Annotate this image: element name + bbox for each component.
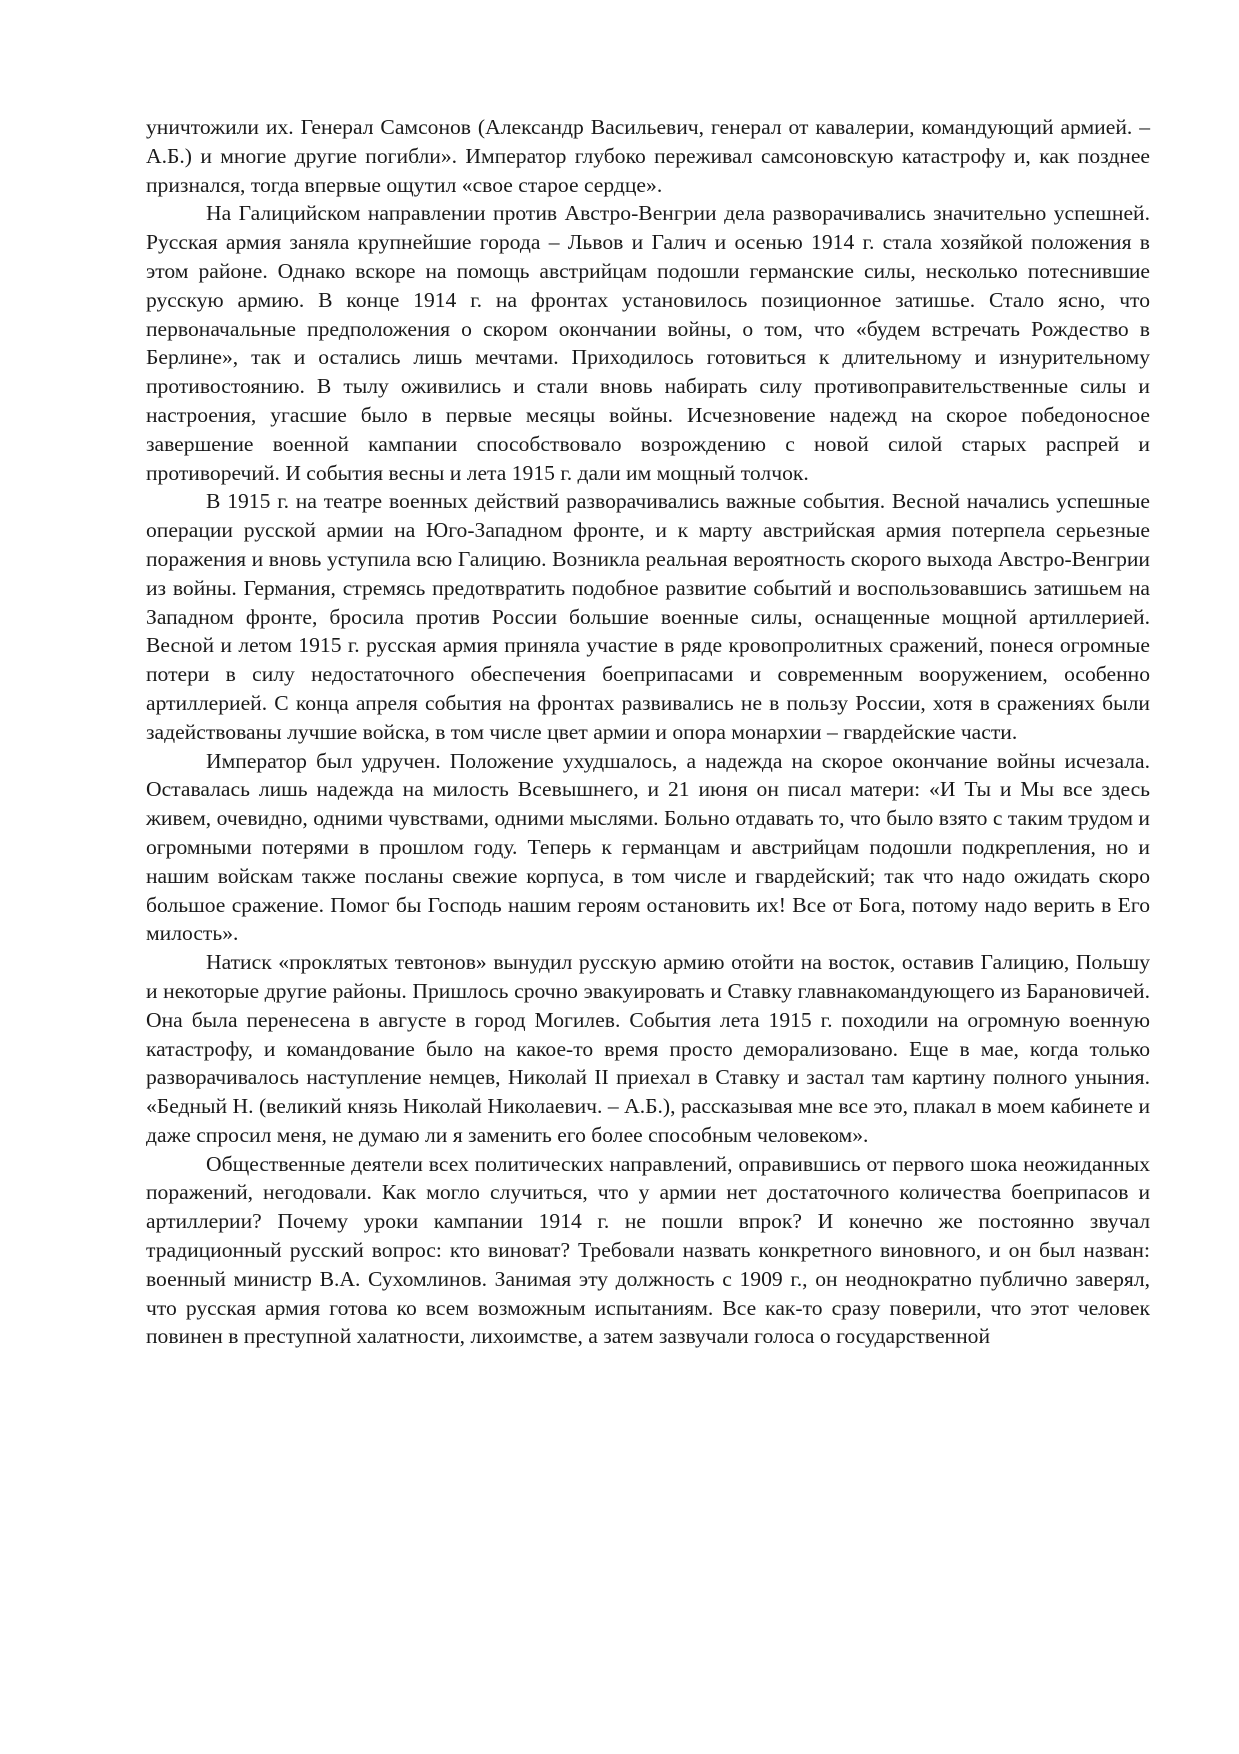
paragraph-4: Император был удручен. Положение ухудшалось, а надежда на скорое окончание войны исчезала. Оставалась лишь надежда на милость Всевышнего, и 21 июня он писал матери: «И Ты и Мы все здесь живем, очевидно, одними чувствами, одними мыслями. Больно отдавать то, что было взято с таким трудом и огромными потерями в прошлом году. Теперь к германцам и австрийцам подошли подкрепления, но и нашим войскам также посланы свежие корпуса, в том числе и гвардейский; так что надо ожидать скоро большое сражение. Помог бы Господь нашим героям остановить их! Все от Бога, потому надо верить в Его милость». <box>146 748 1150 946</box>
paragraph-5: Натиск «проклятых тевтонов» вынудил русскую армию отойти на восток, оставив Галицию, Польшу и некоторые другие районы. Пришлось срочно эвакуировать и Ставку главнакомандующего из Барановичей. Она была перенесена в августе в город Могилев. События лета 1915 г. походили на огромную военную катастрофу, и командование было на какое-то время просто деморализовано. Еще в мае, когда только разворачивалось наступление немцев, Николай II приехал в Ставку и застал там картину полного уныния. «Бедный Н. (великий князь Николай Николаевич. – А.Б.), рассказывая мне все это, плакал в моем кабинете и даже спросил меня, не думаю ли я заменить его более способным человеком». <box>146 950 1150 1147</box>
paragraph-3: В 1915 г. на театре военных действий разворачивались важные события. Весной начались успешные операции русской армии на Юго-Западном фронте, и к марту австрийская армия потерпела серьезные поражения и вновь уступила всю Галицию. Возникла реальная вероятность скорого выхода Австро-Венгрии из войны. Германия, стремясь предотвратить подобное развитие событий и воспользовавшись затишьем на Западном фронте, бросила против России большие военные силы, оснащенные мощной артиллерией. Весной и летом 1915 г. русская армия приняла участие в ряде кровопролитных сражений, понеся огромные потери в силу недостаточного обеспечения боеприпасами и современным вооружением, особенно артиллерией. С конца апреля события на фронтах развивались не в пользу России, хотя в сражениях были задействованы лучшие войска, в том числе цвет армии и опора монархии – гвардейские части. <box>146 489 1150 744</box>
paragraph-2: На Галицийском направлении против Австро-Венгрии дела разворачивались значительно успешней. Русская армия заняла крупнейшие города – Львов и Галич и осенью 1914 г. стала хозяйкой положения в этом районе. Однако вскоре на помощь австрийцам подошли германские силы, несколько потеснившие русскую армию. В конце 1914 г. на фронтах установилось позиционное затишье. Стало ясно, что первоначальные предположения о скором окончании войны, о том, что «будем встречать Рождество в Берлине», так и остались лишь мечтами. Приходилось готовиться к длительному и изнурительному противостоянию. В тылу оживились и стали вновь набирать силу противоправительственные силы и настроения, угасшие было в первые месяцы войны. Исчезновение надежд на скорое победоносное завершение военной кампании способствовало возрождению с новой силой старых распрей и противоречий. И события весны и лета 1915 г. дали им мощный толчок. <box>146 201 1150 485</box>
paragraph-6: Общественные деятели всех политических направлений, оправившись от первого шока неожиданных поражений, негодовали. Как могло случиться, что у армии нет достаточного количества боеприпасов и артиллерии? Почему уроки кампании 1914 г. не пошли впрок? И конечно же постоянно звучал традиционный русский вопрос: кто виноват? Требовали назвать конкретного виновного, и он был назван: военный министр В.А. Сухомлинов. Занимая эту должность с 1909 г., он неоднократно публично заверял, что русская армия готова ко всем возможным испытаниям. Все как-то сразу поверили, что этот человек повинен в преступной халатности, лихоимстве, а затем зазвучали голоса о государственной <box>146 1151 1150 1349</box>
paragraph-1: уничтожили их. Генерал Самсонов (Александр Васильевич, генерал от кавалерии, командующий армией. – А.Б.) и многие другие погибли». Император глубоко переживал самсоновскую катастрофу и, как позднее признался, тогда впервые ощутил «свое старое сердце». <box>146 115 1150 197</box>
document-page <box>146 113 1150 1351</box>
